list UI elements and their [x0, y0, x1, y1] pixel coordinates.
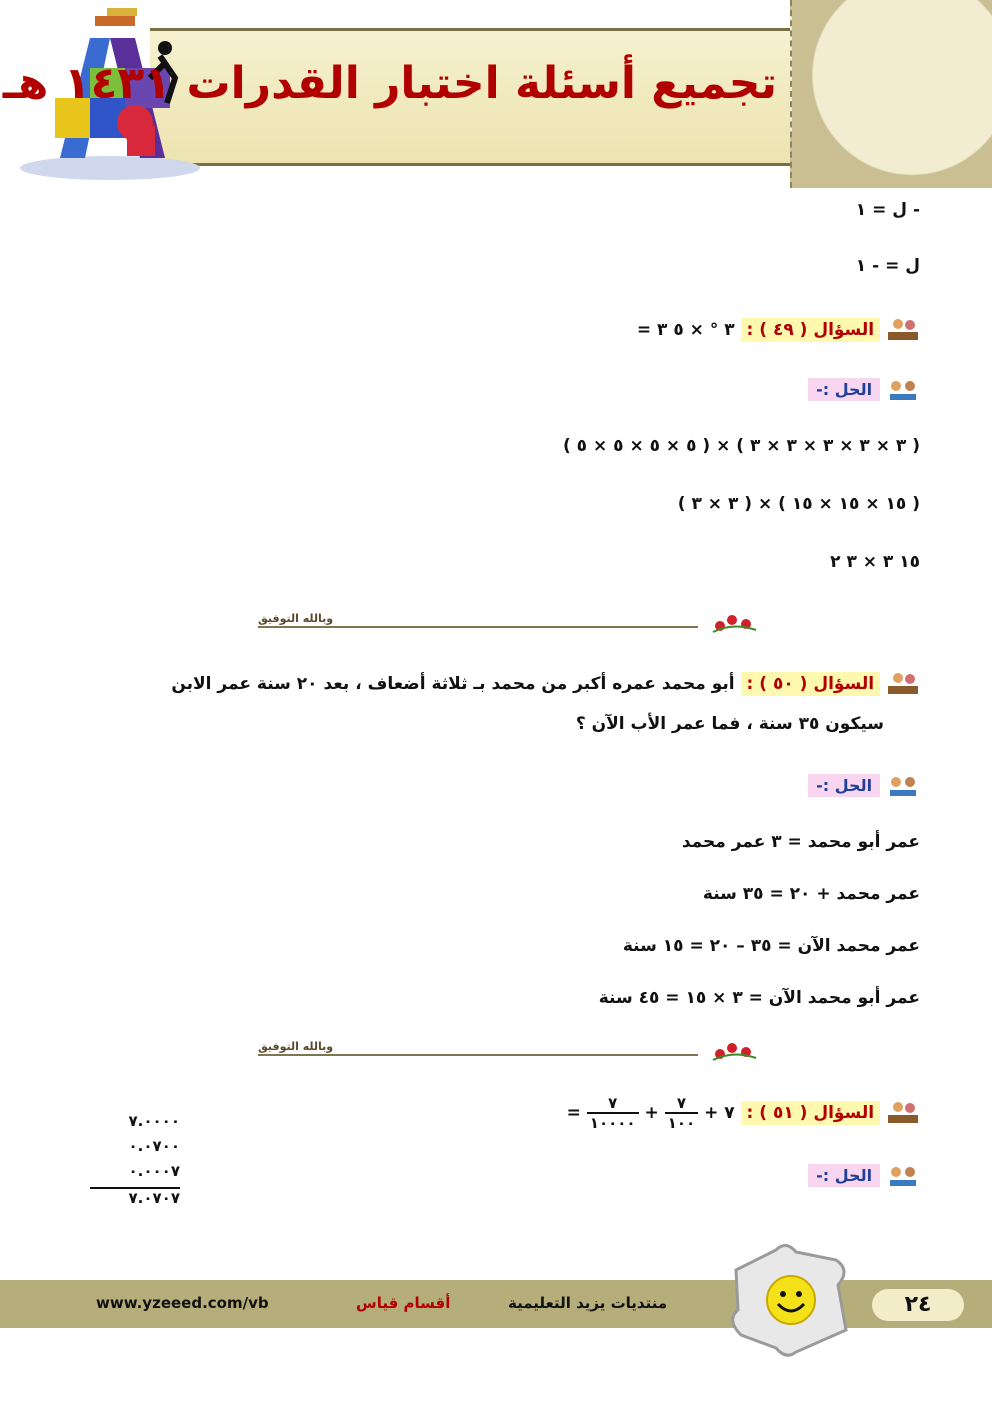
- text-line: ل = - ١: [855, 256, 920, 276]
- question-lead: ٧ +: [704, 1103, 735, 1123]
- solution-label: الحل :-: [808, 1164, 880, 1187]
- divider-text: وبالله التوفيق: [258, 612, 334, 625]
- students-icon: [886, 772, 920, 800]
- question-51: [567, 1094, 920, 1132]
- fraction: [665, 1094, 698, 1132]
- question-text: أبو محمد عمره أكبر من محمد بـ ثلاثة أضعاف ، بعد ٢٠ سنة عمر الابن: [171, 674, 735, 694]
- question-label: السؤال ( ٥١ ) :: [746, 1103, 875, 1123]
- fraction-numerator: ٧: [587, 1094, 639, 1114]
- question-50: [171, 670, 920, 698]
- question-49: [637, 316, 920, 344]
- fraction: [587, 1094, 639, 1132]
- question-expression: ٣ ° × ٥ ٣ =: [636, 320, 735, 340]
- footer-section: أقسام قياس: [356, 1294, 451, 1312]
- students-icon: [886, 376, 920, 404]
- decimal-addition: [90, 1112, 180, 1214]
- smiley-puzzle-icon: [726, 1240, 856, 1360]
- sum-row: ٧.٠٧٠٧: [90, 1187, 180, 1214]
- fraction-denominator: ١٠٠٠٠: [589, 1114, 636, 1132]
- text-line: - ل = ١: [855, 200, 920, 220]
- equals-sign: =: [566, 1103, 581, 1123]
- reading-kids-icon: [886, 316, 920, 344]
- solution-label: الحل :-: [808, 774, 880, 797]
- solution-heading: [808, 772, 920, 800]
- solution-step: ( ٣ × ٣ × ٣ × ٣ × ٣ ) × ( ٥ × ٥ × ٥ × ٥ ): [562, 436, 920, 456]
- divider-text: وبالله التوفيق: [258, 1040, 334, 1053]
- solution-label: الحل :-: [808, 378, 880, 401]
- page-header: [0, 0, 992, 190]
- addend-row: ٠.٠٠٠٧: [128, 1162, 180, 1180]
- page-number: ٢٤: [872, 1289, 964, 1321]
- question-text-cont: سيكون ٣٥ سنة ، فما عمر الأب الآن ؟: [575, 714, 884, 734]
- solution-heading: [808, 376, 920, 404]
- solution-step: عمر محمد الآن = ٣٥ – ٢٠ = ١٥ سنة: [622, 936, 920, 956]
- plus-sign: +: [644, 1103, 659, 1123]
- solution-step: ( ١٥ × ١٥ × ١٥ ) × ( ٣ × ٣ ): [677, 494, 920, 514]
- roses-icon: [708, 1040, 758, 1064]
- section-divider: [258, 612, 758, 634]
- fraction-numerator: ٧: [665, 1094, 698, 1114]
- question-label: السؤال ( ٥٠ ) :: [746, 674, 875, 694]
- fraction-denominator: ١٠٠: [667, 1114, 696, 1132]
- solution-step: عمر أبو محمد = ٣ عمر محمد: [681, 832, 920, 852]
- solution-step: عمر محمد + ٢٠ = ٣٥ سنة: [702, 884, 920, 904]
- solution-step: ١٥ ٣ × ٣ ٢: [830, 552, 920, 572]
- students-icon: [886, 1162, 920, 1190]
- roses-icon: [708, 612, 758, 636]
- section-divider: [258, 1040, 758, 1062]
- page-title: تجميع أسئلة اختبار القدرات ١٤٣١ هـ: [2, 58, 777, 109]
- reading-kids-icon: [886, 670, 920, 698]
- reading-kids-icon: [886, 1099, 920, 1127]
- addend-row: ٧.٠٠٠٠: [128, 1112, 180, 1130]
- solution-heading: [808, 1162, 920, 1190]
- question-label: السؤال ( ٤٩ ) :: [746, 320, 875, 340]
- puzzle-decoration: [790, 0, 992, 188]
- addend-row: ٠.٠٧٠٠: [128, 1137, 180, 1155]
- footer-url[interactable]: www.yzeeed.com/vb: [96, 1294, 269, 1312]
- footer-forum: منتديات يزيد التعليمية: [508, 1294, 668, 1312]
- solution-step: عمر أبو محمد الآن = ٣ × ١٥ = ٤٥ سنة: [598, 988, 920, 1008]
